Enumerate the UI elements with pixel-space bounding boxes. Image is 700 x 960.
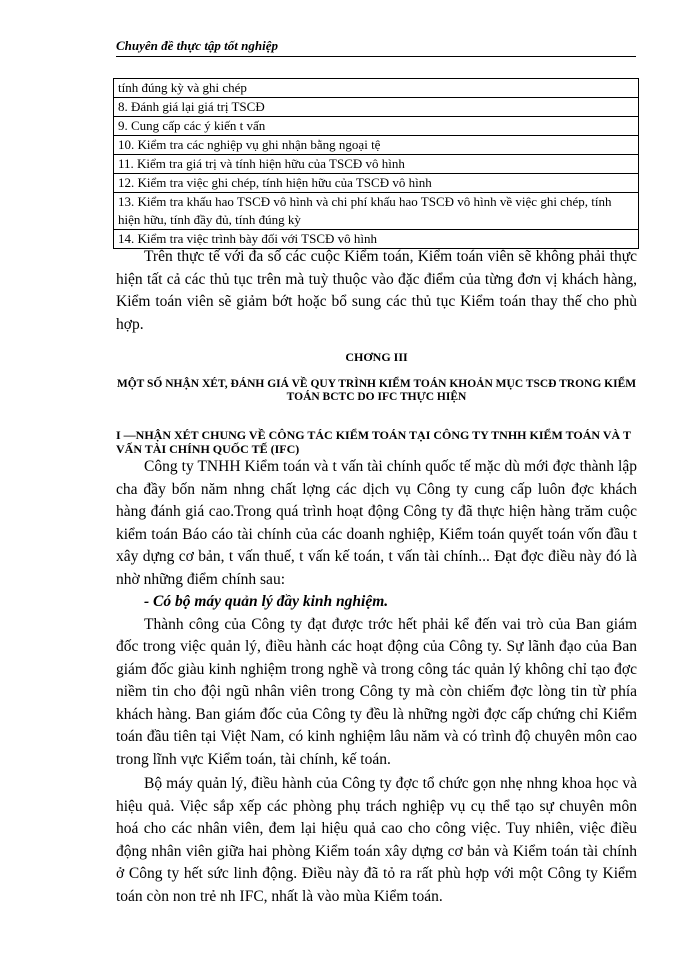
table-cell: tính đúng kỳ và ghi chép: [114, 79, 639, 98]
audit-steps-table: [113, 78, 639, 249]
table-row: [114, 174, 639, 193]
table-row: [114, 79, 639, 98]
body-paragraph-1: Công ty TNHH Kiểm toán và t vấn tài chính quốc tế mặc dù mới đợc thành lập cha đầy bốn năm nhng chất lợng các dịch vụ Công ty cung cấp luôn đợc khách hàng đánh giá cao.Trong quá trình hoạt động Công ty đã thực hiện hàng trăm cuộc kiểm toán Báo cáo tài chính của các doanh nghiệp, Kiểm toán quyết toán vốn đầu t xây dựng cơ bản, t vấn thuế, t vấn kế toán, t vấn tài chính... Đạt đợc điều này đó là nhờ những điểm chính sau:: [116, 458, 637, 588]
table-cell: 11. Kiểm tra giá trị và tính hiện hữu của TSCĐ vô hình: [114, 155, 639, 174]
intro-paragraph: Trên thực tế với đa số các cuộc Kiểm toán, Kiểm toán viên sẽ không phải thực hiện tất cả các thủ tục trên mà tuỳ thuộc vào đặc điểm của từng đơn vị khách hàng, Kiểm toán viên sẽ giảm bớt hoặc bổ sung các thủ tục Kiểm toán thay thế cho phù hợp.: [116, 248, 637, 333]
bullet-experienced-management: - Có bộ máy quản lý đầy kinh nghiệm.: [144, 593, 389, 610]
table-row: [114, 98, 639, 117]
body-paragraph-3: Bộ máy quản lý, điều hành của Công ty đợc tổ chức gọn nhẹ nhng khoa học và hiệu quả. Việc sắp xếp các phòng phụ trách nghiệp vụ cụ thể tạo sự chuyên môn hoá cho các nhân viên, đem lại hiệu quả cao cho công việc. Tuy nhiên, việc điều động nhân viên giữa hai phòng Kiểm toán xây dựng cơ bản và Kiểm toán tài chính ở Công ty hết sức linh động. Điều này đã tỏ ra rất phù hợp với một Công ty Kiểm toán còn non trẻ nh IFC, nhất là vào mùa Kiểm toán.: [116, 775, 637, 905]
chapter-title: MỘT SỐ NHẬN XÉT, ĐÁNH GIÁ VỀ QUY TRÌNH KIỂM TOÁN KHOẢN MỤC TSCĐ TRONG KIỂM TOÁN BCTC DO IFC THỰC HIỆN: [116, 378, 637, 403]
table-row: [114, 155, 639, 174]
table-row: [114, 136, 639, 155]
table-cell: 13. Kiểm tra khấu hao TSCĐ vô hình và chi phí khấu hao TSCĐ vô hình về việc ghi chép, tính hiện hữu, tính đầy đủ, tính đúng kỳ: [114, 193, 639, 230]
body-paragraph-2: Thành công của Công ty đạt được trớc hết phải kể đến vai trò của Ban giám đốc trong việc quản lý, điều hành các hoạt động của Công ty. Sự lãnh đạo của Ban giám đốc giàu kinh nghiệm trong nghề và trong công tác quản lý không chỉ tạo đợc niềm tin cho đội ngũ nhân viên trong Công ty mà còn chiếm đợc lòng tin từ phía khách hàng. Ban giám đốc của Công ty đều là những ngời đợc cấp chứng chỉ Kiểm toán đầu tiên tại Việt Nam, có kinh nghiệm lâu năm và có trình độ chuyên môn cao trong lĩnh vực Kiểm toán, tài chính, kế toán.: [116, 615, 637, 768]
table-cell: 10. Kiểm tra các nghiệp vụ ghi nhận bằng ngoại tệ: [114, 136, 639, 155]
table-cell: 8. Đánh giá lại giá trị TSCĐ: [114, 98, 639, 117]
table-cell: 9. Cung cấp các ý kiến t vấn: [114, 117, 639, 136]
table-row: [114, 193, 639, 230]
chapter-label: CHƠNG III: [345, 350, 408, 364]
header-title: Chuyên đề thực tập tốt nghiệp: [116, 38, 278, 53]
page-header: [116, 34, 636, 57]
section-title: I —NHẬN XÉT CHUNG VỀ CÔNG TÁC KIỂM TOÁN TẠI CÔNG TY TNHH KIỂM TOÁN VÀ T VẤN TÀI CHÍNH QUỐC TẾ (IFC): [116, 428, 631, 456]
table-row: [114, 117, 639, 136]
table-cell: 12. Kiểm tra việc ghi chép, tính hiện hữu của TSCĐ vô hình: [114, 174, 639, 193]
body-text: [116, 456, 637, 908]
table-cell: 14. Kiểm tra việc trình bày đối với TSCĐ vô hình: [114, 230, 639, 249]
